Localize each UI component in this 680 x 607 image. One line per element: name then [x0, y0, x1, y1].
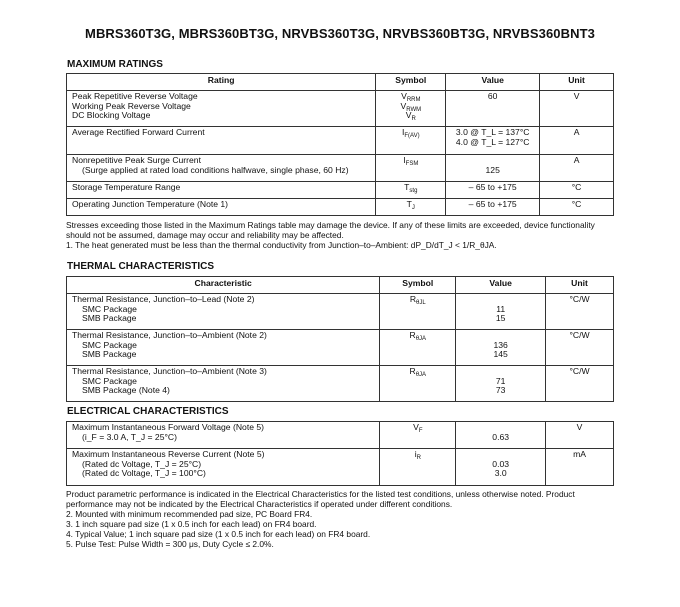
max-ratings-table	[66, 73, 614, 216]
col-header: Value	[456, 277, 546, 294]
table-row	[67, 330, 614, 366]
package-text: SMB Package	[82, 313, 137, 324]
symbol-cell	[376, 155, 446, 182]
value-text: 3.0 @ T_L = 137°C	[455, 127, 530, 137]
table-row	[67, 449, 614, 486]
symbol-text: R	[409, 294, 417, 304]
characteristic-text: Thermal Resistance, Junction–to–Lead (Note 2)	[72, 294, 255, 304]
note-4: 4. Typical Value; 1 inch square pad size (1 x 0.5 inch for each lead) on FR4 board.	[66, 529, 371, 539]
symbol-subscript: FSM	[405, 161, 419, 167]
value-cell	[446, 155, 540, 182]
symbol-subscript: R	[416, 455, 421, 461]
col-header: Unit	[546, 277, 614, 294]
col-header: Rating	[67, 74, 376, 91]
symbol-cell	[380, 449, 456, 486]
note-5: 5. Pulse Test: Pulse Width = 300 μs, Duty Cycle ≤ 2.0%.	[66, 539, 274, 549]
footer-notes	[66, 489, 618, 549]
symbol-text: R	[409, 366, 416, 376]
condition-text: (i_F = 3.0 A, T_J = 25°C)	[82, 431, 177, 442]
thermal-table	[66, 276, 614, 402]
rating-cell	[67, 155, 376, 182]
table-row	[67, 182, 614, 199]
symbol-subscript: R	[411, 116, 416, 123]
package-text: SMC Package	[82, 339, 137, 350]
characteristic-cell	[67, 366, 380, 402]
symbol-text: I	[401, 127, 405, 137]
package-text: SMB Package	[82, 349, 137, 360]
value-text: 145	[493, 349, 508, 360]
symbol-subscript: θJA	[415, 372, 427, 378]
value-text: 0.03	[492, 458, 510, 469]
symbol-subscript: F	[418, 428, 423, 434]
unit-cell: °C/W	[546, 330, 614, 366]
characteristic-cell	[67, 330, 380, 366]
value-text: 11	[496, 303, 506, 314]
value-cell: – 65 to +175	[446, 199, 540, 216]
symbol-text: R	[409, 330, 416, 340]
characteristic-text: Thermal Resistance, Junction–to–Ambient (Note 2)	[72, 330, 267, 340]
symbol-text: V	[405, 110, 412, 121]
package-text: SMC Package	[82, 375, 137, 386]
symbol-cell	[380, 366, 456, 402]
value-text: 136	[493, 339, 508, 350]
symbol-cell	[380, 294, 456, 330]
note-3: 3. 1 inch square pad size (1 x 0.5 inch for each lead) on FR4 board.	[66, 519, 317, 529]
rating-text: Peak Repetitive Reverse Voltage	[72, 91, 198, 101]
unit-cell: mA	[546, 449, 614, 486]
symbol-cell	[376, 182, 446, 199]
col-header: Symbol	[376, 74, 446, 91]
symbol-text: V	[400, 100, 407, 111]
electrical-heading: ELECTRICAL CHARACTERISTICS	[67, 406, 229, 417]
symbol-subscript: θJA	[415, 336, 427, 342]
table-row	[67, 155, 614, 182]
document-title: MBRS360T3G, MBRS360BT3G, NRVBS360T3G, NRVBS360BT3G, NRVBS360BNT3	[85, 26, 595, 41]
rating-text: Working Peak Reverse Voltage	[72, 100, 191, 111]
table-row	[67, 127, 614, 155]
symbol-cell	[380, 422, 456, 449]
stress-note: Stresses exceeding those listed in the Maximum Ratings table may damage the device. If any of these limits are exceeded, device functionality should not be assumed, damage may occur and reliability may be affected.	[66, 220, 595, 240]
condition-text: (Rated dc Voltage, T_J = 25°C)	[82, 458, 202, 469]
value-text: 15	[495, 313, 506, 324]
value-cell	[456, 294, 546, 330]
value-cell	[456, 449, 546, 486]
symbol-cell	[376, 199, 446, 216]
symbol-subscript: J	[411, 205, 415, 211]
value-cell	[446, 127, 540, 155]
value-cell	[456, 366, 546, 402]
table-header-row	[67, 74, 614, 91]
rating-text: Nonrepetitive Peak Surge Current	[72, 155, 201, 165]
condition-text: (Rated dc Voltage, T_J = 100°C)	[82, 468, 206, 479]
symbol-subscript: stg	[409, 188, 418, 194]
package-text: SMB Package (Note 4)	[82, 385, 170, 396]
symbol-text: T	[406, 199, 412, 209]
symbol-text: T	[404, 182, 410, 192]
value-cell	[456, 330, 546, 366]
rating-text: Storage Temperature Range	[67, 182, 376, 199]
table-row	[67, 366, 614, 402]
col-header: Unit	[540, 74, 614, 91]
characteristic-text: Thermal Resistance, Junction–to–Ambient (Note 3)	[72, 366, 267, 376]
parametric-note: Product parametric performance is indicated in the Electrical Characteristics for the listed test conditions, unless otherwise noted. Product performance may not be indicated by the Electrical Characteristics if operated under different conditions.	[66, 489, 575, 509]
symbol-subscript: F(AV)	[404, 133, 420, 139]
characteristic-text: Maximum Instantaneous Forward Voltage (Note 5)	[72, 422, 265, 432]
value-text: 71	[495, 375, 506, 386]
note-1: 1. The heat generated must be less than the thermal conductivity from Junction–to–Ambient: dP_D/dT_J < 1/R_θJA.	[66, 240, 497, 250]
max-ratings-notes	[66, 220, 618, 250]
thermal-heading: THERMAL CHARACTERISTICS	[67, 261, 215, 272]
value-cell: – 65 to +175	[446, 182, 540, 199]
unit-cell: °C/W	[546, 294, 614, 330]
symbol-subscript: θJL	[416, 300, 426, 306]
value-text: 4.0 @ T_L = 127°C	[455, 136, 530, 147]
characteristic-text: Maximum Instantaneous Reverse Current (Note 5)	[72, 449, 265, 459]
symbol-text: I	[403, 155, 406, 165]
unit-cell: V	[540, 91, 614, 127]
characteristic-cell	[67, 294, 380, 330]
electrical-table	[66, 421, 614, 486]
rating-cell	[67, 91, 376, 127]
rating-text: Operating Junction Temperature (Note 1)	[67, 199, 376, 216]
max-ratings-heading: MAXIMUM RATINGS	[67, 59, 163, 70]
value-text: 0.63	[492, 431, 510, 442]
table-row	[67, 199, 614, 216]
value-cell: 60	[446, 91, 540, 127]
symbol-cell	[376, 127, 446, 155]
unit-cell: A	[540, 155, 614, 182]
col-header: Characteristic	[67, 277, 380, 294]
symbol-text: V	[401, 91, 407, 101]
unit-cell: V	[546, 422, 614, 449]
value-text: 3.0	[494, 468, 507, 479]
table-header-row	[67, 277, 614, 294]
table-row	[67, 294, 614, 330]
unit-cell: °C	[540, 182, 614, 199]
table-row	[67, 91, 614, 127]
symbol-text: i	[414, 449, 417, 459]
symbol-cell	[376, 91, 446, 127]
symbol-subscript: RRM	[406, 97, 421, 103]
value-cell	[456, 422, 546, 449]
note-2: 2. Mounted with minimum recommended pad size, PC Board FR4.	[66, 509, 313, 519]
unit-cell: °C	[540, 199, 614, 216]
characteristic-cell	[67, 449, 380, 486]
value-text: 73	[495, 385, 506, 396]
unit-cell: °C/W	[546, 366, 614, 402]
col-header: Symbol	[380, 277, 456, 294]
package-text: SMC Package	[82, 303, 137, 314]
symbol-cell	[380, 330, 456, 366]
table-row	[67, 422, 614, 449]
rating-text: Average Rectified Forward Current	[67, 127, 376, 155]
col-header: Value	[446, 74, 540, 91]
rating-text: (Surge applied at rated load conditions halfwave, single phase, 60 Hz)	[82, 164, 349, 175]
symbol-subscript: RWM	[406, 106, 422, 113]
rating-text: DC Blocking Voltage	[72, 110, 151, 121]
unit-cell: A	[540, 127, 614, 155]
symbol-text: V	[413, 422, 419, 432]
characteristic-cell	[67, 422, 380, 449]
value-text: 125	[485, 164, 500, 175]
